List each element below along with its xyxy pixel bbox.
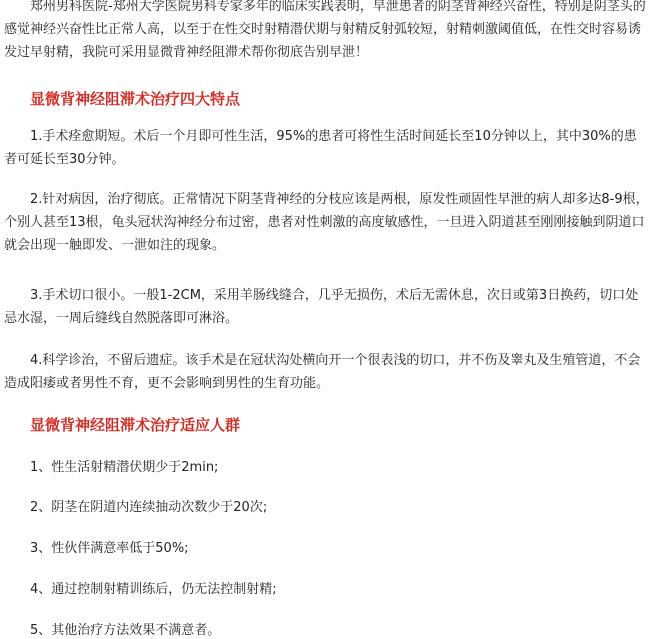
indication-item-5: 5、其他治疗方法效果不满意者。	[30, 623, 221, 638]
indication-item-3: 3、性伙伴满意率低于50%;	[30, 541, 189, 556]
indication-item-2: 2、阴茎在阴道内连续抽动次数少于20次;	[30, 500, 268, 515]
intro-paragraph: 郑州男科医院-郑州大学医院男科专家多年的临床实践表明，早泄患者的阴茎背神经兴奋性，特别是阴茎头的感觉神经兴奋性比正常人高，以至于在性交时射精潜伏期与射精反射弧较短，射精刺激阈值低，在性交时容易诱发过早射精，我院可采用显微背神经阻滞术帮你彻底告别早泄！	[4, 0, 646, 60]
feature-paragraph-4: 4.科学诊治，不留后遗症。该手术是在冠状沟处横向开一个很表浅的切口，并不伤及睾丸及生殖管道，不会造成阳痿或者男性不育，更不会影响到男性的生育功能。	[4, 353, 641, 391]
section-heading-indications: 显微背神经阻滞术治疗适应人群	[30, 416, 241, 434]
indication-item-1: 1、性生活射精潜伏期少于2min;	[30, 460, 219, 475]
section-heading-features: 显微背神经阻滞术治疗四大特点	[30, 90, 241, 108]
feature-paragraph-2: 2.针对病因，治疗彻底。正常情况下阴茎背神经的分枝应该是两根，原发性顽固性早泄的病人却多达8-9根，个别人甚至13根，龟头冠状沟神经分布过密，患者对性刺激的高度敏感性，一旦进入阴道甚至刚刚接触到阴道口就会出现一触即发、一泄如注的现象。	[4, 192, 649, 253]
feature-paragraph-1: 1.手术痊愈期短。术后一个月即可性生活，95%的患者可将性生活时间延长至10分钟以上，其中30%的患者可延长至30分钟。	[4, 129, 637, 167]
indication-item-4: 4、通过控制射精训练后，仍无法控制射精;	[30, 582, 277, 597]
feature-paragraph-3: 3.手术切口很小。一般1-2CM，采用羊肠线缝合，几乎无损伤，术后无需休息，次日或第3日换药，切口处忌水湿，一周后缝线自然脱落即可淋浴。	[4, 288, 639, 326]
